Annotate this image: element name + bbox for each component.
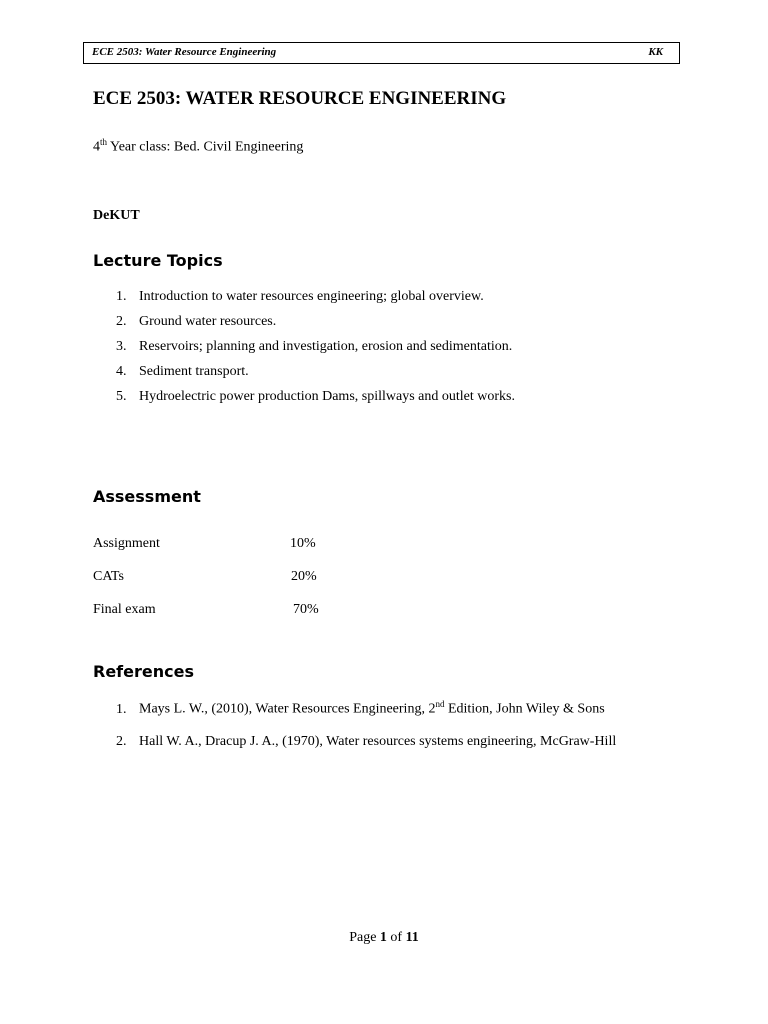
header-author-initials: KK [648,46,663,58]
reference-text-tail: Edition, John Wiley & Sons [444,701,605,717]
assessment-label: Assignment [93,536,160,551]
list-item-number: 3. [116,339,127,354]
document-title: ECE 2503: WATER RESOURCE ENGINEERING [93,88,507,109]
list-item-text: Introduction to water resources engineering; global overview. [139,289,484,304]
reference-item [116,734,616,750]
list-item-text: Ground water resources. [139,314,277,329]
reference-number: 1. [116,701,127,717]
list-item-number: 1. [116,289,127,304]
lecture-topics-heading: Lecture Topics [93,251,223,270]
list-item-text: Sediment transport. [139,364,249,379]
list-item [116,289,515,314]
list-item-number: 4. [116,364,127,379]
reference-superscript: nd [435,699,445,709]
institution-name: DeKUT [93,208,140,223]
assessment-label: CATs [93,569,124,584]
class-description: Year class: Bed. Civil Engineering [107,139,304,155]
lecture-topics-list [116,289,515,414]
list-item [116,314,515,339]
list-item [116,364,515,389]
list-item-text: Reservoirs; planning and investigation, erosion and sedimentation. [139,339,513,354]
assessment-label: Final exam [93,602,156,617]
page-number-current: 1 [379,930,387,945]
header-course-title: ECE 2503: Water Resource Engineering [92,46,277,58]
list-item-number: 5. [116,389,127,404]
page-label: Page [349,930,380,945]
list-item-number: 2. [116,314,127,329]
page-label-of: of [386,930,406,945]
class-line [93,137,303,156]
assessment-heading: Assessment [93,487,201,506]
list-item [116,389,515,414]
reference-item [116,699,605,718]
assessment-value: 20% [291,569,317,584]
list-item [116,339,515,364]
page-footer [0,930,768,946]
references-heading: References [93,662,194,681]
assessment-value: 10% [290,536,316,551]
reference-number: 2. [116,734,127,749]
reference-text: Mays L. W., (2010), Water Resources Engineering, 2 [139,701,436,717]
class-ordinal-suffix: th [100,137,108,147]
list-item-text: Hydroelectric power production Dams, spillways and outlet works. [139,389,515,404]
assessment-value: 70% [293,602,319,617]
reference-text: Hall W. A., Dracup J. A., (1970), Water resources systems engineering, McGraw-Hill [139,734,617,749]
class-ordinal: 4 [93,139,100,155]
page-number-total: 11 [405,930,419,945]
page-header [83,42,680,64]
